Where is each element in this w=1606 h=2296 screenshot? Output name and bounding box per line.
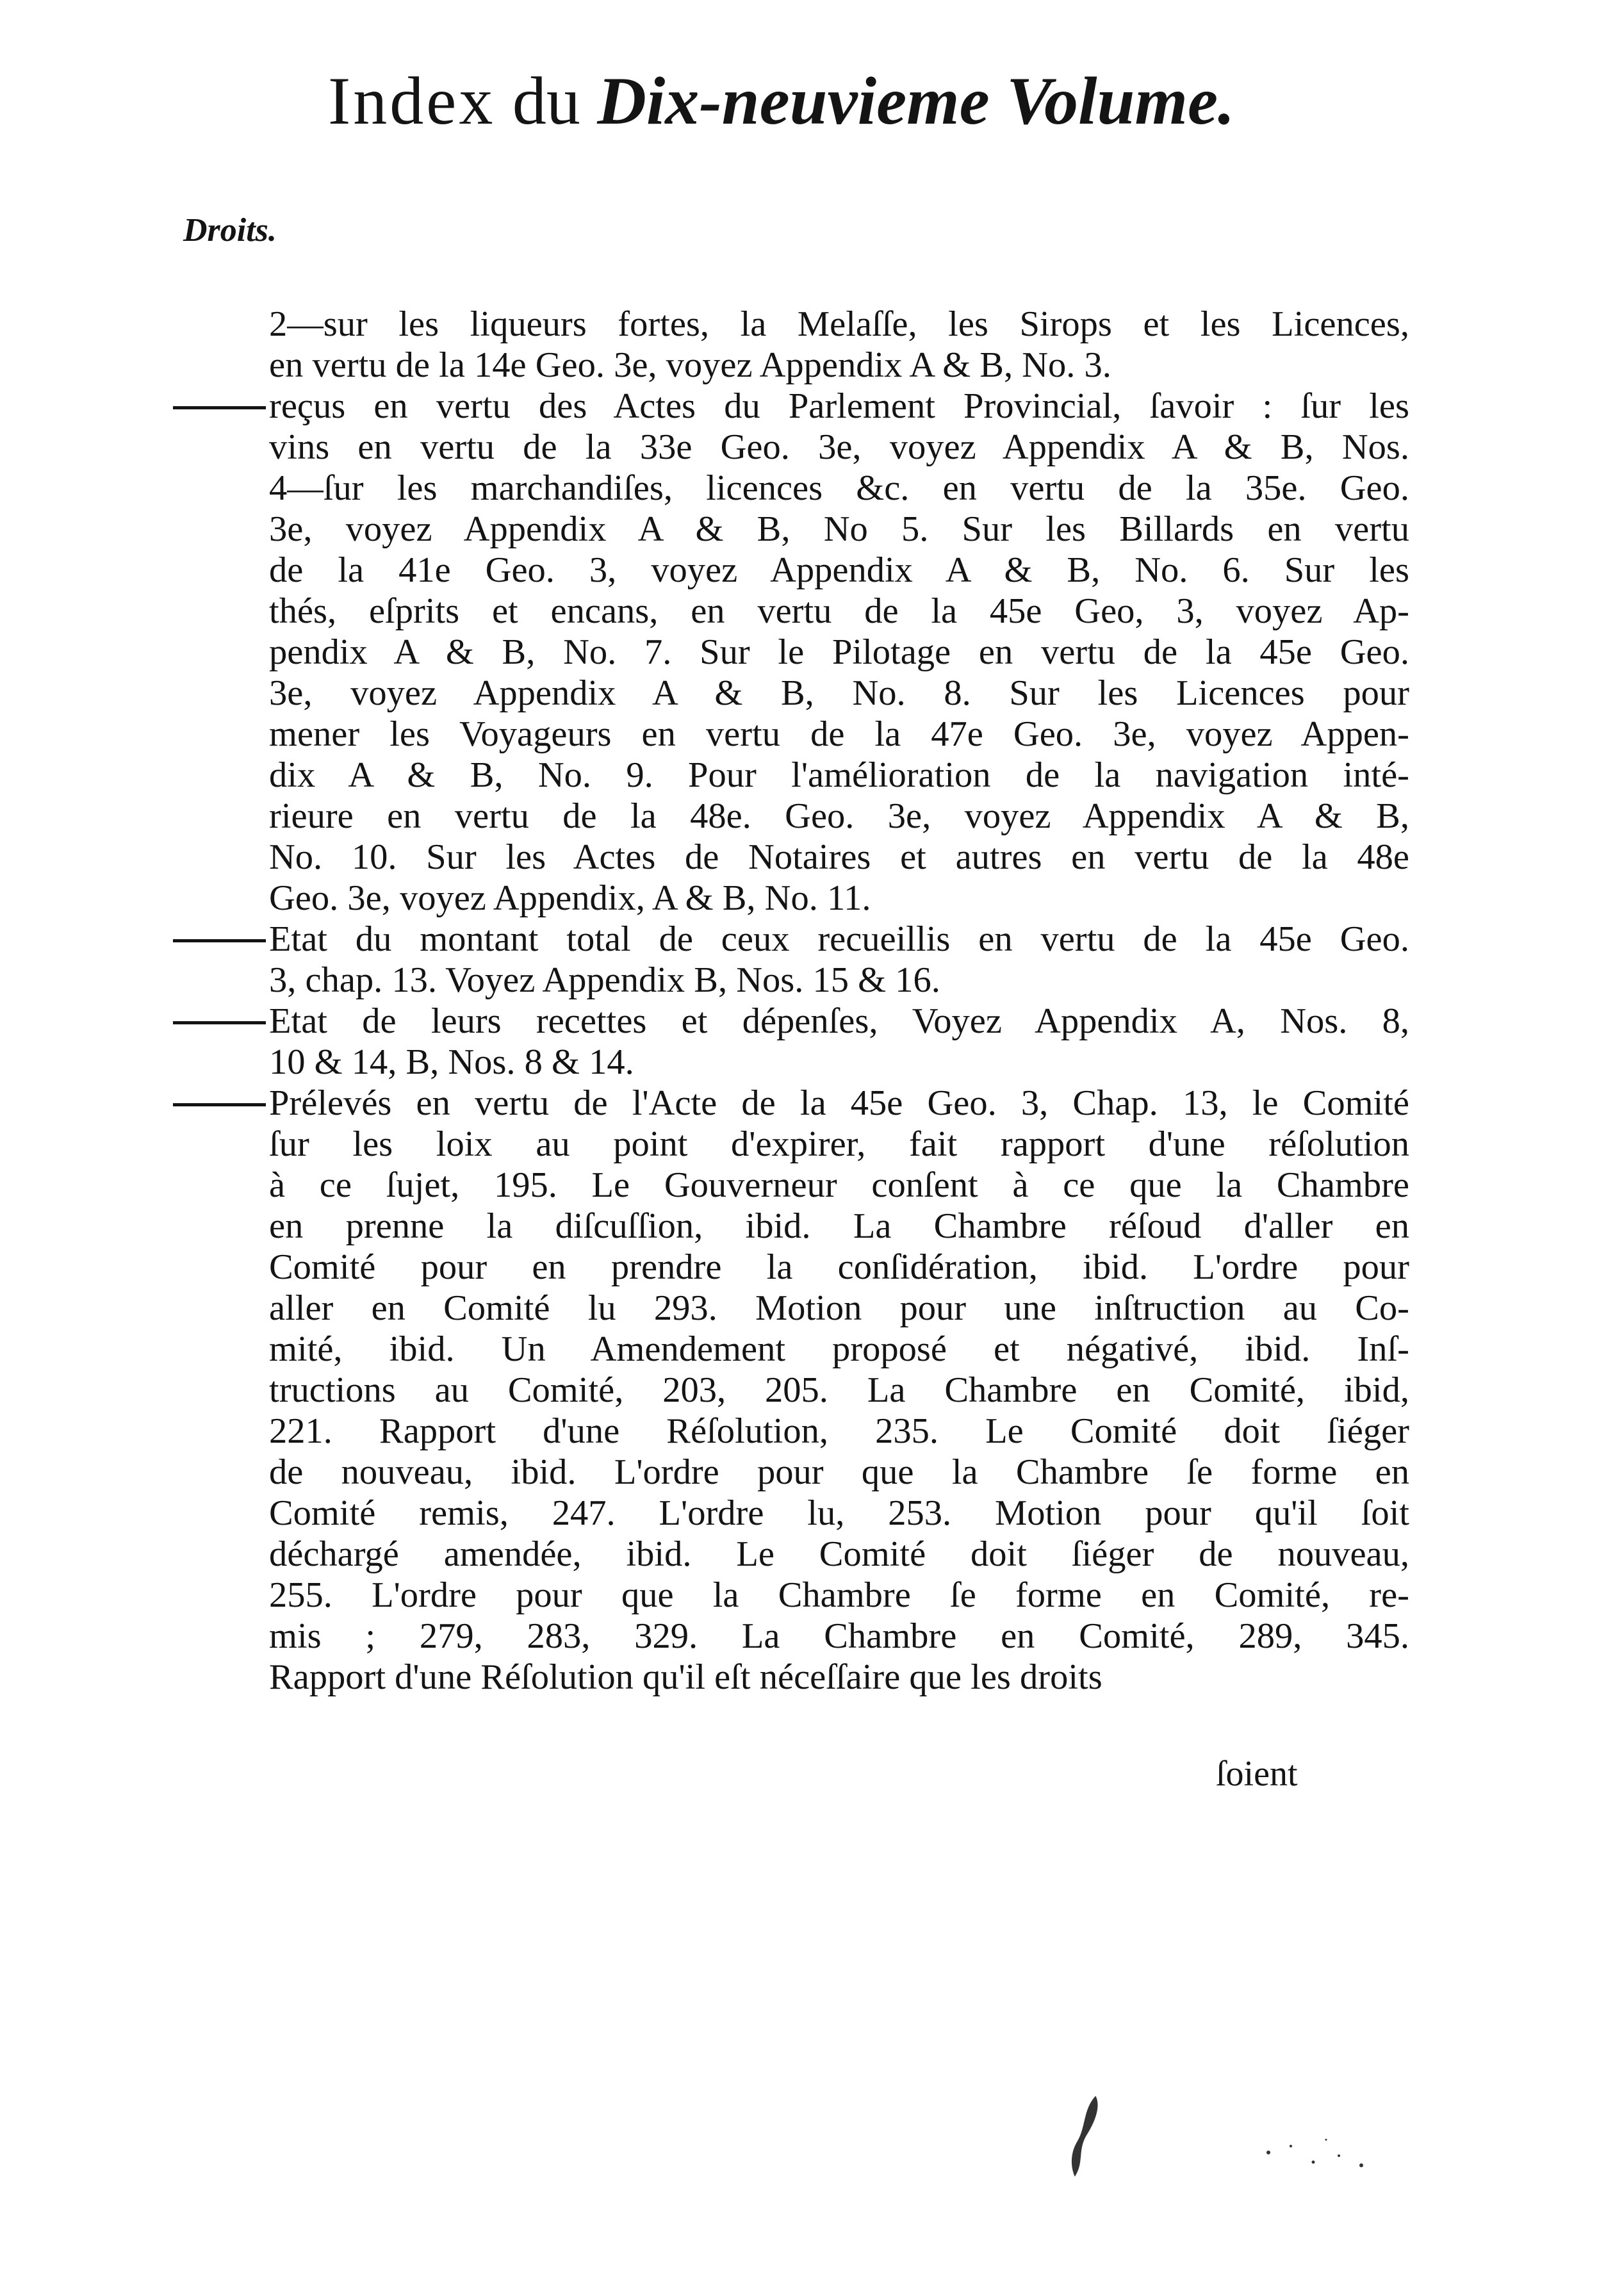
entry-line [269,1288,1409,1329]
entry-line-text: Prélevés en vertu de l'Acte de la 45e Geo. 3, Chap. 13, le Comité [269,1083,1409,1123]
entry-line-text: No. 10. Sur les Actes de Notaires et autres en vertu de la 48e [269,837,1409,877]
entry-line-text: mité, ibid. Un Amendement proposé et négativé, ibid. Inſ- [269,1329,1409,1369]
entry-line [269,673,1409,714]
index-entry [269,1083,1409,1698]
entry-line [269,1083,1409,1124]
entry-line [269,345,1409,386]
entry-line [269,714,1409,755]
index-entry [269,304,1409,386]
entry-line-text: dix A & B, No. 9. Pour l'amélioration de la navigation inté- [269,755,1409,795]
entry-line-text: vins en vertu de la 33e Geo. 3e, voyez Appendix A & B, Nos. [269,427,1409,467]
entry-line [269,304,1409,345]
entry-line [269,1657,1409,1698]
entry-line-text: aller en Comité lu 293. Motion pour une inſtruction au Co- [269,1288,1409,1328]
entry-line-text: Etat de leurs recettes et dépenſes, Voyez Appendix A, Nos. 8, [269,1001,1409,1041]
entry-line-text: reçus en vertu des Actes du Parlement Provincial, ſavoir : ſur les [269,386,1409,426]
entry-line-text: mis ; 279, 283, 329. La Chambre en Comité, 289, 345. [269,1616,1409,1656]
entry-line [269,1616,1409,1657]
entry-line-text: pendix A & B, No. 7. Sur le Pilotage en vertu de la 45e Geo. [269,632,1409,672]
entry-line-text: à ce ſujet, 195. Le Gouverneur conſent à ce que la Chambre [269,1165,1409,1205]
entry-line [269,1411,1409,1452]
entry-line-text: de nouveau, ibid. L'ordre pour que la Chambre ſe forme en [269,1452,1409,1492]
entry-line-text: 3, chap. 13. Voyez Appendix B, Nos. 15 & 16. [269,960,940,1000]
entry-line [269,1493,1409,1534]
entry-line-text: 3e, voyez Appendix A & B, No. 8. Sur les Licences pour [269,673,1409,713]
entry-dash [173,1103,266,1106]
entry-line [269,1042,1409,1083]
entry-line-text: tructions au Comité, 203, 205. La Chambre en Comité, ibid, [269,1370,1409,1410]
entry-line [269,386,1409,427]
entry-line-text: rieure en vertu de la 48e. Geo. 3e, voyez Appendix A & B, [269,796,1409,836]
index-entry [269,1001,1409,1083]
entry-line-text: Etat du montant total de ceux recueillis en vertu de la 45e Geo. [269,919,1409,959]
entry-line [269,837,1409,878]
entry-line [269,1247,1409,1288]
entry-line-text: en vertu de la 14e Geo. 3e, voyez Appendix A & B, No. 3. [269,345,1111,385]
entry-line [269,468,1409,509]
index-entries [269,304,1409,1698]
entry-line [269,1001,1409,1042]
title-du: du [512,63,580,138]
entry-line [269,1329,1409,1370]
entry-line [269,1452,1409,1493]
catchword: ſoient [1216,1754,1298,1794]
title-volume: Dix-neuvieme Volume. [597,63,1235,138]
entry-line [269,1206,1409,1247]
index-entry [269,386,1409,919]
page-title [328,64,1235,139]
entry-line [269,919,1409,960]
entry-dash [173,406,266,409]
entry-line [269,1165,1409,1206]
entry-line [269,960,1409,1001]
entry-line-text: Comité pour en prendre la conſidération, ibid. L'ordre pour [269,1247,1409,1287]
entry-line [269,591,1409,632]
index-entry [269,919,1409,1001]
entry-line [269,796,1409,837]
section-heading: Droits. [183,212,277,249]
entry-line [269,878,1409,919]
entry-line [269,427,1409,468]
title-index: Index [328,63,496,138]
entry-line-text: Comité remis, 247. L'ordre lu, 253. Motion pour qu'il ſoit [269,1493,1409,1533]
entry-line-text: ſur les loix au point d'expirer, fait rapport d'une réſolution [269,1124,1409,1164]
entry-line [269,1534,1409,1575]
paper-speckle [1256,2127,1384,2185]
entry-line [269,1124,1409,1165]
entry-line-text: 4—ſur les marchandiſes, licences &c. en vertu de la 35e. Geo. [269,468,1409,508]
entry-line-text: de la 41e Geo. 3, voyez Appendix A & B, No. 6. Sur les [269,550,1409,590]
entry-line-text: 2—sur les liqueurs fortes, la Melaſſe, les Sirops et les Licences, [269,304,1409,344]
entry-line-text: en prenne la diſcuſſion, ibid. La Chambre réſoud d'aller en [269,1206,1409,1246]
entry-line [269,1575,1409,1616]
entry-line-text: Geo. 3e, voyez Appendix, A & B, No. 11. [269,878,871,918]
entry-line-text: Rapport d'une Réſolution qu'il eſt néceſſaire que les droits [269,1657,1102,1697]
entry-dash [173,1021,266,1024]
entry-line [269,632,1409,673]
ink-blot [1051,2087,1121,2186]
entry-line [269,509,1409,550]
entry-line-text: thés, eſprits et encans, en vertu de la 45e Geo, 3, voyez Ap- [269,591,1409,631]
entry-line [269,1370,1409,1411]
entry-line [269,755,1409,796]
entry-line [269,550,1409,591]
entry-line-text: mener les Voyageurs en vertu de la 47e Geo. 3e, voyez Appen- [269,714,1409,754]
entry-line-text: déchargé amendée, ibid. Le Comité doit ſiéger de nouveau, [269,1534,1409,1574]
entry-line-text: 3e, voyez Appendix A & B, No 5. Sur les Billards en vertu [269,509,1409,549]
entry-line-text: 255. L'ordre pour que la Chambre ſe forme en Comité, re- [269,1575,1409,1615]
entry-line-text: 10 & 14, B, Nos. 8 & 14. [269,1042,634,1082]
entry-line-text: 221. Rapport d'une Réſolution, 235. Le Comité doit ſiéger [269,1411,1409,1451]
entry-dash [173,939,266,942]
